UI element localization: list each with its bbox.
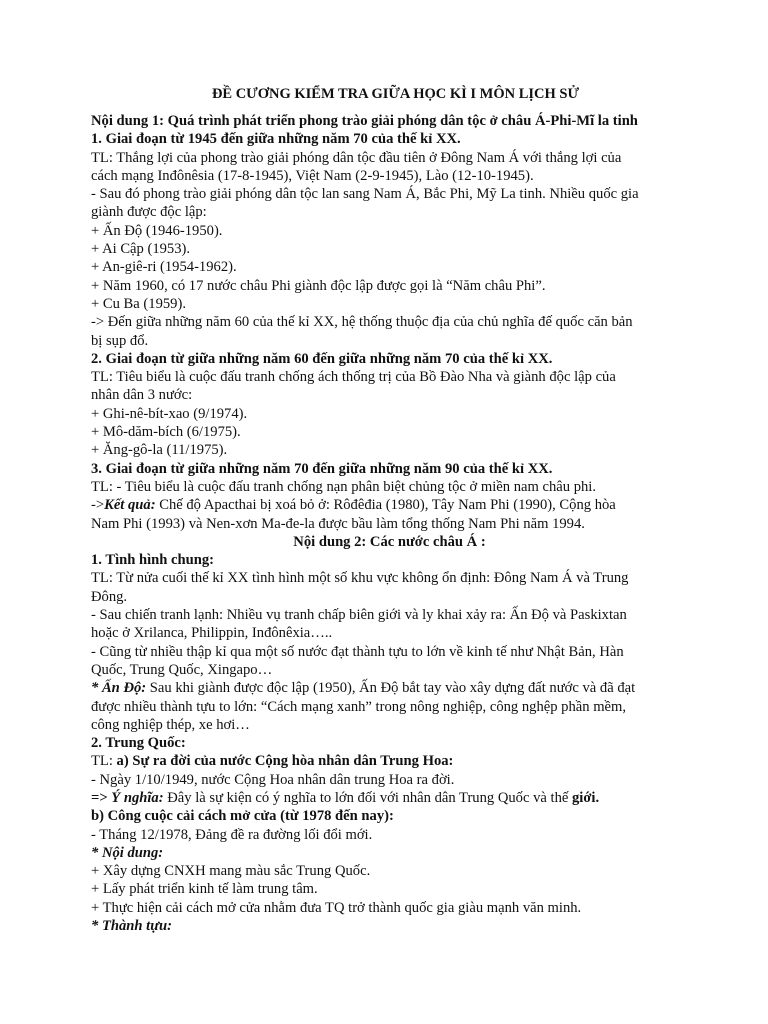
line-label: * Ấn Độ:: [91, 680, 147, 697]
text-line: cách mạng Inđônêsia (17-8-1945), Việt Nam (2-9-1945), Lào (12-10-1945).: [91, 167, 534, 184]
text-line: Nam Phi (1993) và Nen-xơn Ma-đe-la được bầu làm tổng thống Nam Phi năm 1994.: [91, 515, 585, 532]
line-text: Đây là sự kiện có ý nghĩa to lớn đối với nhân dân Trung Quốc và thế: [163, 789, 572, 806]
subheading-line: * Thành tựu:: [91, 918, 172, 935]
text-line: + Lấy phát triển kinh tế làm trung tâm.: [91, 881, 318, 898]
text-line: hoặc ở Xrilanca, Philippin, Inđônêxia…..: [91, 625, 333, 642]
text-line: TL: Thắng lợi của phong trào giải phóng dân tộc đầu tiên ở Đông Nam Á với thắng lợi của: [91, 149, 622, 166]
heading-line: 3. Giai đoạn từ giữa những năm 70 đến giữa những năm 90 của thế kỉ XX.: [91, 460, 553, 477]
text-line: + Thực hiện cải cách mở cửa nhằm đưa TQ trở thành quốc gia giàu mạnh văn minh.: [91, 899, 582, 916]
text-line: + Ai Cập (1953).: [91, 241, 191, 258]
line-prefix: TL:: [91, 753, 117, 770]
labeled-line: [91, 752, 688, 770]
line-text: Chế độ Apacthai bị xoá bỏ ở: Rôđêđia (1980), Tây Nam Phi (1990), Cộng hòa: [155, 497, 616, 514]
labeled-line: [91, 496, 688, 514]
text-line: - Sau đó phong trào giải phóng dân tộc lan sang Nam Á, Bắc Phi, Mỹ La tinh. Nhiều quốc gia: [91, 186, 639, 203]
line-text: a) Sự ra đời của nước Cộng hòa nhân dân Trung Hoa:: [116, 753, 454, 770]
heading-line: 2. Trung Quốc:: [91, 735, 186, 752]
text-line: + Năm 1960, có 17 nước châu Phi giành độc lập được gọi là “Năm châu Phi”.: [91, 277, 546, 294]
text-line: bị sụp đổ.: [91, 332, 149, 349]
text-line: -> Đến giữa những năm 60 của thế kỉ XX, hệ thống thuộc địa của chủ nghĩa đế quốc căn bản: [91, 314, 633, 331]
line-label: Ý nghĩa:: [111, 789, 164, 806]
text-line: Quốc, Trung Quốc, Xingapo…: [91, 661, 273, 678]
section-heading: Nội dung 2: Các nước châu Á :: [293, 533, 486, 550]
document-body: [91, 112, 688, 935]
text-line: + Cu Ba (1959).: [91, 295, 186, 312]
text-line: + Ăng-gô-la (11/1975).: [91, 442, 228, 459]
subheading-line: * Nội dung:: [91, 844, 164, 861]
text-line: + Xây dựng CNXH mang màu sắc Trung Quốc.: [91, 863, 371, 880]
text-line: TL: Tiêu biểu là cuộc đấu tranh chống ách thống trị của Bồ Đào Nha và giành độc lập của: [91, 369, 616, 386]
line-tail: giới.: [572, 789, 600, 806]
heading-line: Nội dung 1: Quá trình phát triển phong trào giải phóng dân tộc ở châu Á-Phi-Mĩ la tinh: [91, 113, 638, 129]
text-line: + Ghi-nê-bít-xao (9/1974).: [91, 405, 248, 422]
text-line: được nhiều thành tựu to lớn: “Cách mạng xanh” trong nông nghiệp, công nghệp phần mềm,: [91, 698, 627, 715]
text-line: nhân dân 3 nước:: [91, 387, 193, 404]
text-line: công nghiệp thép, xe hơi…: [91, 716, 250, 733]
labeled-line: [91, 679, 688, 697]
text-line: Đông.: [91, 588, 128, 605]
text-line: TL: - Tiêu biểu là cuộc đấu tranh chống nạn phân biệt chủng tộc ở miền nam châu phi.: [91, 478, 596, 495]
heading-line: 2. Giai đoạn từ giữa những năm 60 đến giữa những năm 70 của thế kỉ XX.: [91, 350, 553, 367]
line-label: Kết quả:: [104, 497, 156, 514]
text-line: - Tháng 12/1978, Đảng đề ra đường lối đổi mới.: [91, 826, 373, 843]
heading-line: 1. Tình hình chung:: [91, 552, 215, 569]
text-line: TL: Từ nửa cuối thế kỉ XX tình hình một số khu vực không ổn định: Đông Nam Á và Trung: [91, 570, 629, 587]
line-text: Sau khi giành được độc lập (1950), Ấn Độ bắt tay vào xây dựng đất nước và đã đạt: [146, 680, 636, 697]
text-line: giành được độc lập:: [91, 204, 207, 221]
text-line: + Mô-dăm-bích (6/1975).: [91, 424, 241, 441]
line-prefix: =>: [91, 789, 112, 806]
line-prefix: ->: [91, 497, 105, 514]
text-line: - Cũng từ nhiều thập kỉ qua một số nước đạt thành tựu to lớn về kinh tế như Nhật Bản, Hàn: [91, 643, 624, 660]
text-line: - Sau chiến tranh lạnh: Nhiều vụ tranh chấp biên giới và ly khai xảy ra: Ấn Độ và Paskixtan: [91, 607, 627, 624]
heading-line: b) Công cuộc cải cách mở cửa (từ 1978 đến nay):: [91, 808, 394, 825]
heading-line: 1. Giai đoạn từ 1945 đến giữa những năm 70 của thế kỉ XX.: [91, 131, 461, 148]
labeled-line: [91, 789, 688, 807]
text-line: - Ngày 1/10/1949, nước Cộng Hoa nhân dân trung Hoa ra đời.: [91, 771, 455, 788]
document-title: ĐỀ CƯƠNG KIỂM TRA GIỮA HỌC KÌ I MÔN LỊCH SỬ: [211, 86, 580, 102]
text-line: + An-giê-ri (1954-1962).: [91, 259, 237, 276]
text-line: + Ấn Độ (1946-1950).: [91, 222, 223, 239]
